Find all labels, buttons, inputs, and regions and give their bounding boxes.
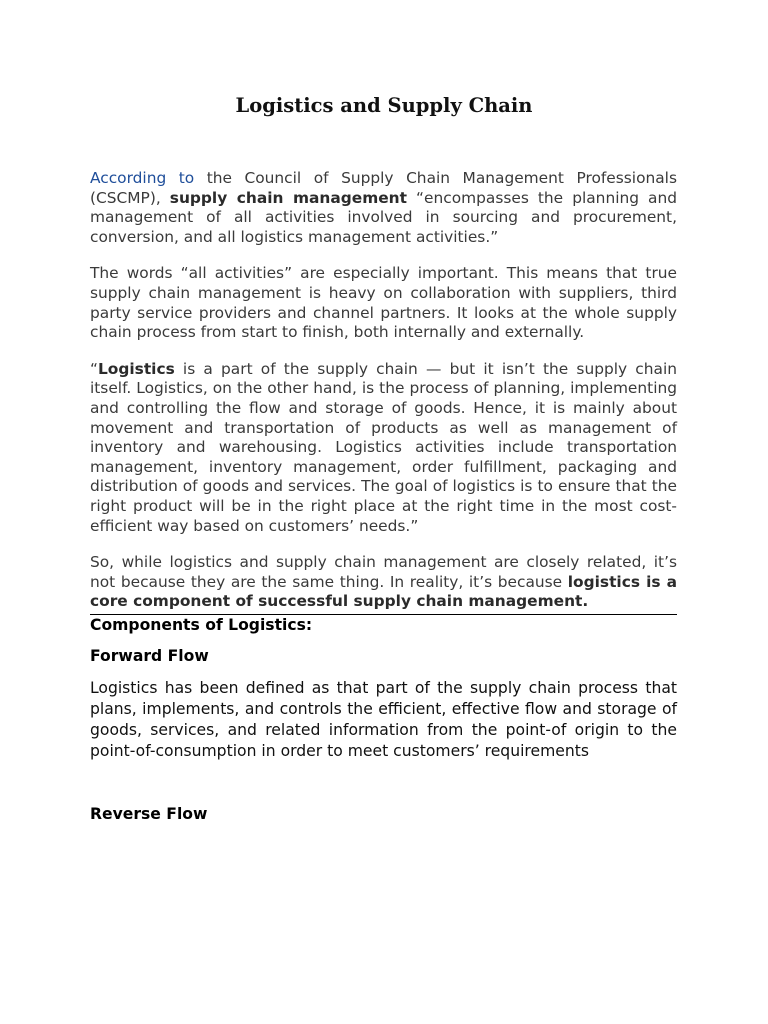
bold-term-supply-chain-management: supply chain management — [169, 188, 407, 207]
open-quote: “ — [90, 359, 98, 378]
paragraph-all-activities — [90, 264, 677, 342]
paragraph-cscmp-definition — [90, 169, 677, 247]
reverse-flow-heading: Reverse Flow — [90, 804, 208, 823]
according-to-link[interactable]: According to — [90, 169, 195, 187]
page-title: Logistics and Supply Chain — [235, 94, 533, 117]
bold-core-component-statement: logistics is a core component of successful supply chain management. — [90, 572, 677, 611]
paragraph-text: “encompasses the planning and management of all activities involved in sourcing and procurement, conversion, and all logistics management activities.” — [90, 188, 678, 246]
components-heading: Components of Logistics: — [90, 615, 313, 634]
paragraph-conclusion — [90, 553, 677, 612]
paragraph-text: So, while logistics and supply chain management are closely related, it’s not because they are the same thing. In reality, it’s because — [90, 553, 677, 591]
paragraph-text: the Council of Supply Chain Management Professionals (CSCMP), — [90, 169, 677, 207]
paragraph-text: The words “all activities” are especially important. This means that true supply chain management is heavy on collaboration with suppliers, third party service providers and channel partners. It looks at the whole supply chain process from start to finish, both internally and externally. — [90, 264, 677, 342]
paragraph-text: is a part of the supply chain — but it isn’t the supply chain itself. Logistics, on the other hand, is the process of planning, implementing and controlling the flow and storage of goods. Hence, it is mainly about movement and transportation of products as well as management of inventory and warehousing. Logistics activities include transportation management, inventory management, order fulfillment, packaging and distribution of goods and services. The goal of logistics is to ensure that the right product will be in the right place at the right time in the most cost-efficient way based on customers’ needs.” — [90, 359, 677, 535]
bold-term-logistics: Logistics — [97, 359, 175, 378]
forward-flow-definition: Logistics has been defined as that part of the supply chain process that plans, implements, and controls the efficient, effective flow and storage of goods, services, and related information from the point-of origin to the point-of-consumption in order to meet customers’ requirements — [90, 678, 677, 761]
forward-flow-heading: Forward Flow — [90, 646, 209, 665]
document-body — [90, 169, 677, 825]
paragraph-logistics-definition — [90, 360, 677, 536]
